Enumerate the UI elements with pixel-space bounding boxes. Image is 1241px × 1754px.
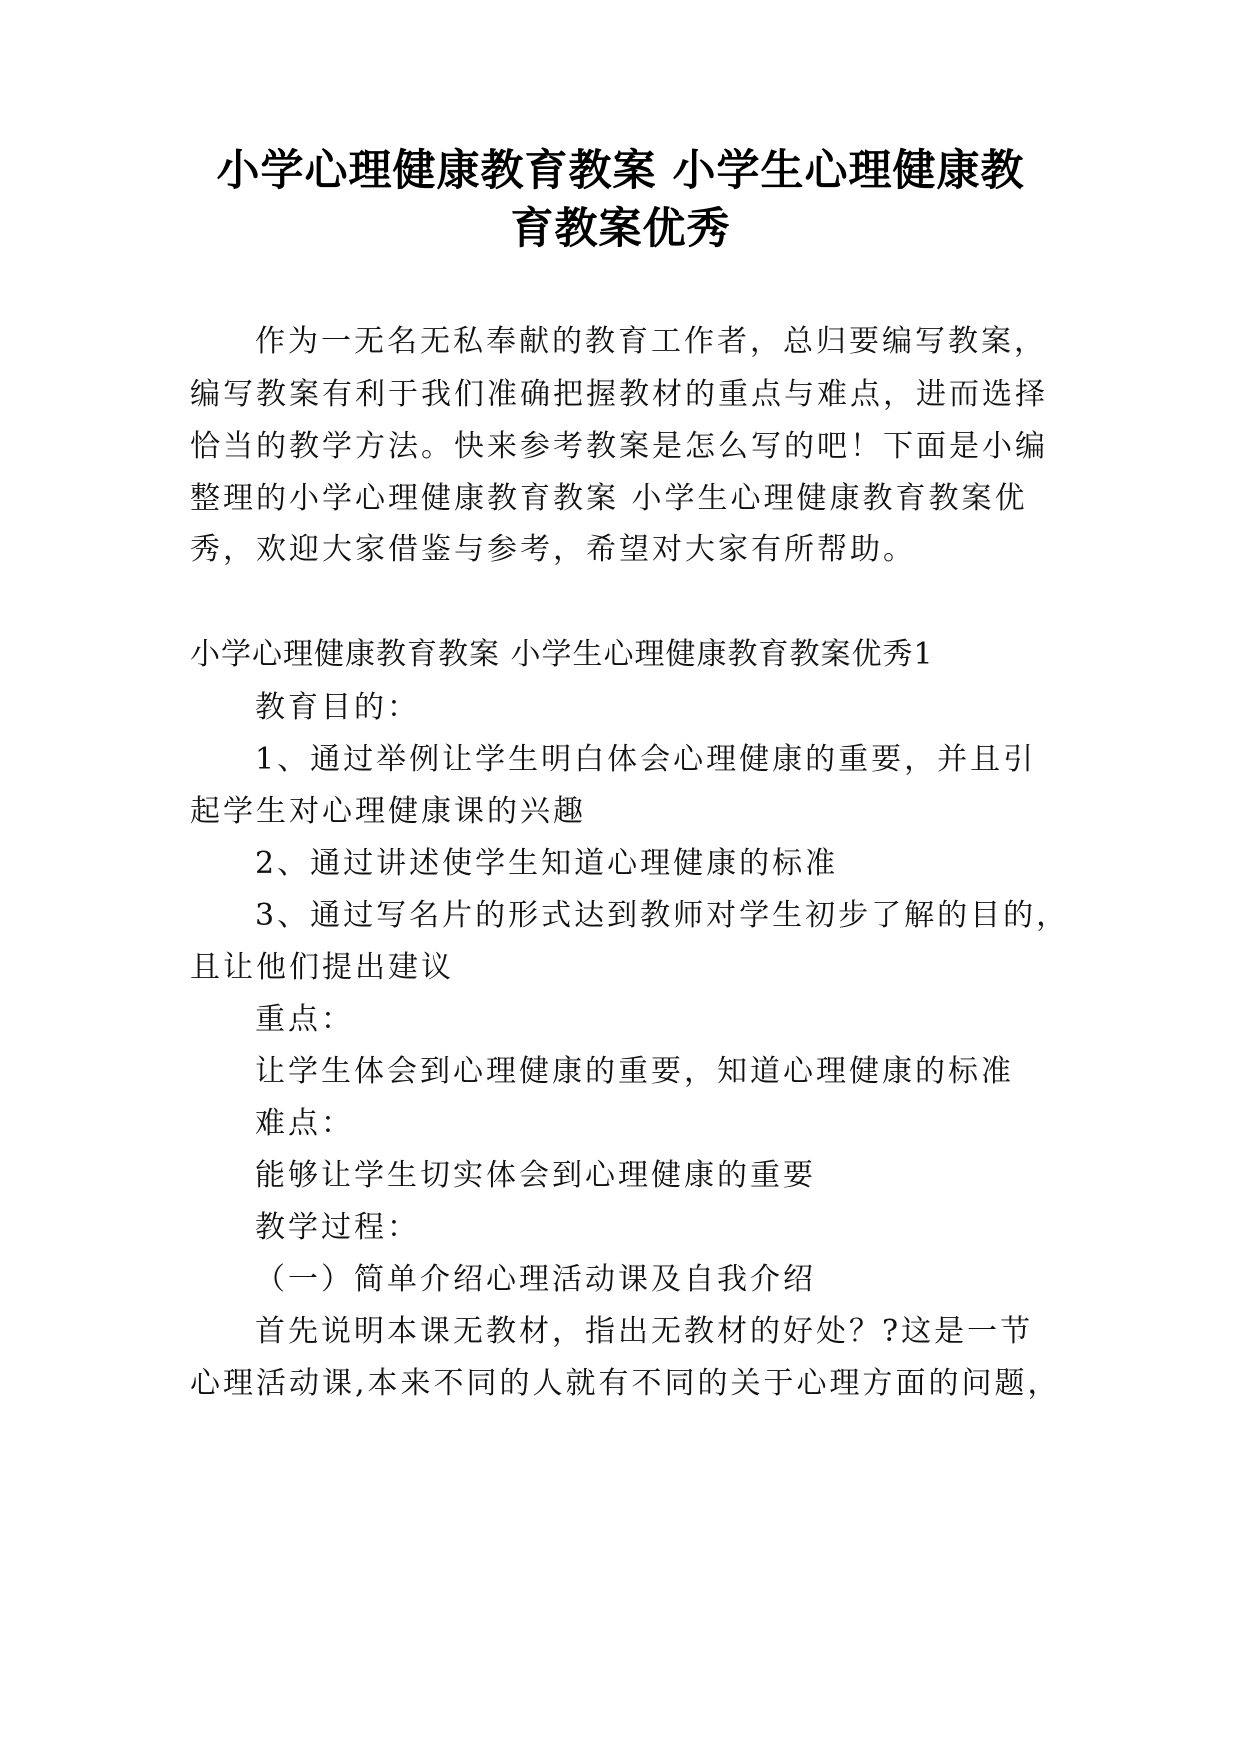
document-title xyxy=(150,142,1091,258)
body-line: 1、通过举例让学生明白体会心理健康的重要，并且引 xyxy=(255,742,1037,777)
intro-line: 作为一无名无私奉献的教育工作者，总归要编写教案， xyxy=(255,324,1047,359)
body-line: 难点： xyxy=(255,1106,354,1141)
body-line: 教育目的： xyxy=(255,690,420,725)
body-line: 起学生对心理健康课的兴趣 xyxy=(190,794,586,829)
intro-line: 整理的小学心理健康教育教案 小学生心理健康教育教案优 xyxy=(190,481,1028,516)
body-line: 能够让学生切实体会到心理健康的重要 xyxy=(255,1158,816,1193)
body-line: 重点： xyxy=(255,1002,354,1037)
intro-line: 编写教案有利于我们准确把握教材的重点与难点，进而选择 xyxy=(190,377,1048,412)
body-line: 让学生体会到心理健康的重要，知道心理健康的标准 xyxy=(255,1054,1014,1089)
title-line-1: 小学心理健康教育教案 小学生心理健康教 xyxy=(216,146,1025,196)
intro-line: 恰当的教学方法。快来参考教案是怎么写的吧！下面是小编 xyxy=(190,429,1048,464)
body-line: 首先说明本课无教材，指出无教材的好处？?这是一节 xyxy=(255,1314,1034,1349)
body-line: 2、通过讲述使学生知道心理健康的标准 xyxy=(255,846,839,881)
body-line: 且让他们提出建议 xyxy=(190,950,454,985)
body-line: 心理活动课,本来不同的人就有不同的关于心理方面的问题， xyxy=(190,1366,1061,1401)
section-heading: 小学心理健康教育教案 小学生心理健康教育教案优秀1 xyxy=(190,637,934,672)
body-line: 3、通过写名片的形式达到教师对学生初步了解的目的， xyxy=(255,898,1070,933)
body-line: （一）简单介绍心理活动课及自我介绍 xyxy=(255,1262,816,1297)
title-line-2: 育教案优秀 xyxy=(510,204,731,254)
intro-line: 秀，欢迎大家借鉴与参考，希望对大家有所帮助。 xyxy=(190,532,916,567)
body-line: 教学过程： xyxy=(255,1210,420,1245)
